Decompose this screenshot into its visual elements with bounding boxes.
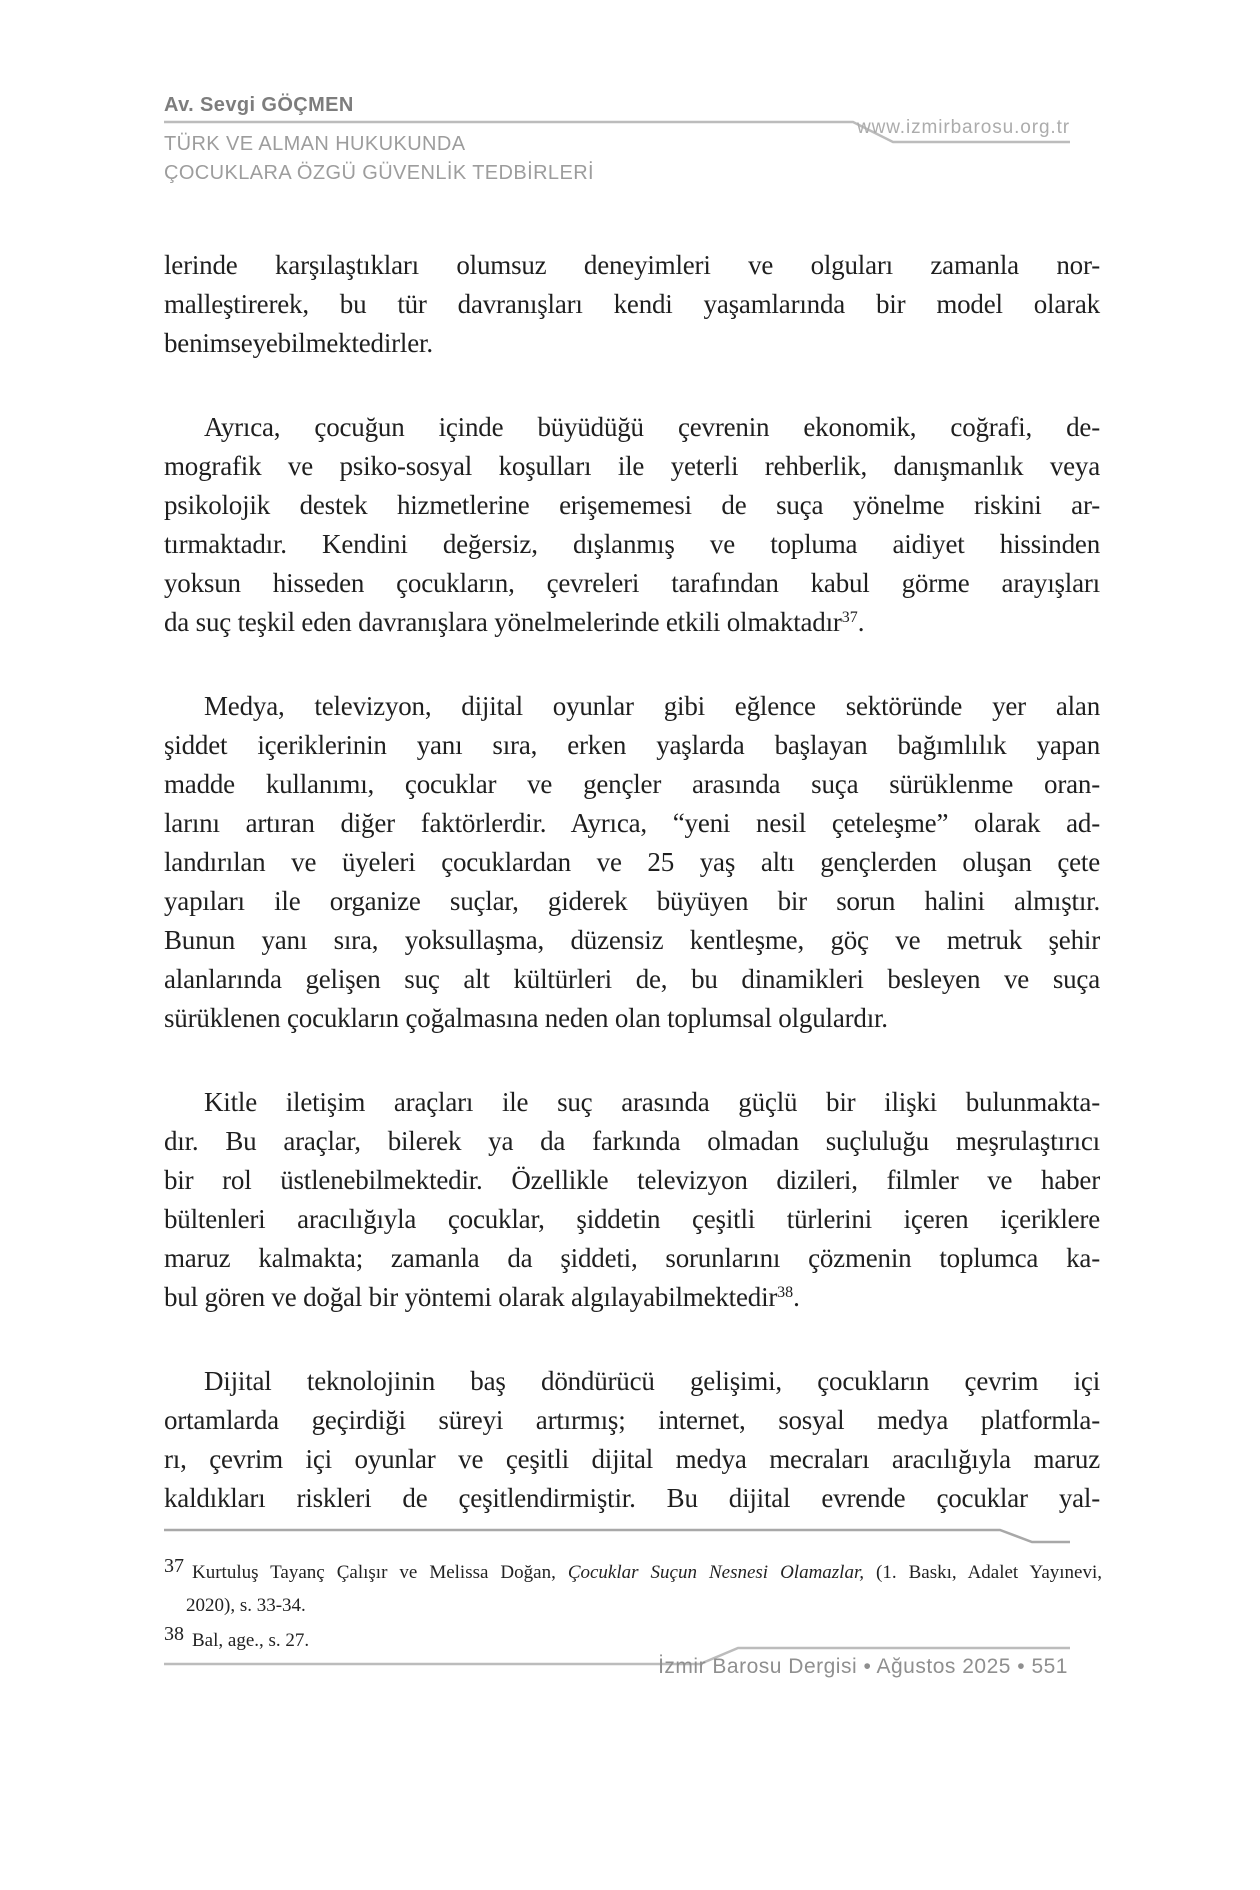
author-name: Av. Sevgi GÖÇMEN	[164, 94, 354, 116]
text-line: alanlarında gelişen suç alt kültürleri de, bu dinamikleri besleyen ve suça	[164, 964, 1100, 994]
text-line: rı, çevrim içi oyunlar ve çeşitli dijital medya mecraları aracılığıyla maruz	[164, 1444, 1100, 1474]
paragraph	[164, 1362, 1100, 1518]
article-title-line1: TÜRK VE ALMAN HUKUKUNDA	[164, 133, 466, 155]
text-line: bültenleri aracılığıyla çocuklar, şiddetin çeşitli türlerini içeren içeriklere	[164, 1204, 1100, 1234]
text-line: benimseyebilmektedirler.	[164, 328, 433, 358]
text-line: kaldıkları riskleri de çeşitlendirmiştir. Bu dijital evrende çocuklar yal-	[164, 1483, 1100, 1513]
text-line: sürüklenen çocukların çoğalmasına neden olan toplumsal olgulardır.	[164, 1003, 888, 1033]
footnote-line	[164, 1589, 1102, 1622]
text-line: maruz kalmakta; zamanla da şiddeti, sorunlarını çözmenin toplumca ka-	[164, 1243, 1100, 1273]
text-line: şiddet içeriklerinin yanı sıra, erken yaşlarda başlayan bağımlılık yapan	[164, 730, 1100, 760]
article-title	[164, 130, 594, 188]
footnote	[164, 1556, 1102, 1622]
text-line: Ayrıca, çocuğun içinde büyüdüğü çevrenin ekonomik, coğrafi, de-	[204, 412, 1100, 442]
footnote	[164, 1624, 1102, 1657]
footnote-number: 38	[164, 1623, 184, 1645]
text-line: madde kullanımı, çocuklar ve gençler arasında suça sürüklenme oran-	[164, 769, 1100, 799]
footnote-text: 2020), s. 33-34.	[186, 1595, 306, 1616]
text-line: tırmaktadır. Kendini değersiz, dışlanmış ve topluma aidiyet hissinden	[164, 529, 1100, 559]
paragraph	[164, 246, 1100, 363]
text-line: yoksun hisseden çocukların, çevreleri tarafından kabul görme arayışları	[164, 568, 1100, 598]
footnote-separator-line	[164, 1530, 1070, 1542]
article-title-line2: ÇOCUKLARA ÖZGÜ GÜVENLİK TEDBİRLERİ	[164, 162, 594, 184]
text-line: Kitle iletişim araçları ile suç arasında güçlü bir ilişki bulunmakta-	[204, 1087, 1100, 1117]
text-line: Dijital teknolojinin baş döndürücü gelişimi, çocukların çevrim içi	[204, 1366, 1100, 1396]
footnotes	[164, 1556, 1102, 1659]
website-url: www.izmirbarosu.org.tr	[856, 117, 1070, 138]
text-line: dır. Bu araçlar, bilerek ya da farkında olmadan suçluluğu meşrulaştırıcı	[164, 1126, 1100, 1156]
footnote-number: 37	[164, 1555, 184, 1577]
paragraph	[164, 687, 1100, 1038]
text-line: da suç teşkil eden davranışlara yönelmelerinde etkili olmaktadır$^{37}$.	[164, 607, 865, 637]
text-line: yapıları ile organize suçlar, giderek büyüyen bir sorun halini almıştır.	[164, 886, 1100, 916]
footnote-italic-title: Çocuklar Suçun Nesnesi Olamazlar,	[567, 1562, 865, 1583]
footnote-text: (1. Baskı, Adalet Yayınevi,	[864, 1562, 1102, 1583]
text-line: bir rol üstlenebilmektedir. Özellikle televizyon dizileri, filmler ve haber	[164, 1165, 1100, 1195]
text-line: Medya, televizyon, dijital oyunlar gibi eğlence sektöründe yer alan	[204, 691, 1100, 721]
text-line: Bunun yanı sıra, yoksullaşma, düzensiz kentleşme, göç ve metruk şehir	[164, 925, 1100, 955]
text-line: bul gören ve doğal bir yöntemi olarak algılayabilmektedir$^{38}$.	[164, 1282, 800, 1312]
text-line: larını artıran diğer faktörlerdir. Ayrıca, “yeni nesil çeteleşme” olarak ad-	[164, 808, 1100, 838]
text-line: mografik ve psiko-sosyal koşulları ile yeterli rehberlik, danışmanlık veya	[164, 451, 1100, 481]
footnote-text: Kurtuluş Tayanç Çalışır ve Melissa Doğan,	[192, 1562, 568, 1583]
footnote-ref: 37	[841, 609, 858, 626]
text-line: lerinde karşılaştıkları olumsuz deneyimleri ve olguları zamanla nor-	[164, 250, 1100, 280]
text-line: psikolojik destek hizmetlerine erişememesi de suça yönelme riskini ar-	[164, 490, 1100, 520]
footnote-text: Bal, age., s. 27.	[192, 1630, 310, 1651]
paragraph	[164, 408, 1100, 642]
paragraph	[164, 1083, 1100, 1317]
footnote-line	[164, 1556, 1102, 1589]
footnote-line	[164, 1624, 1102, 1657]
text-line: landırılan ve üyeleri çocuklardan ve 25 yaş altı gençlerden oluşan çete	[164, 847, 1100, 877]
text-line: ortamlarda geçirdiği süreyi artırmış; internet, sosyal medya platformla-	[164, 1405, 1100, 1435]
text-line: malleştirerek, bu tür davranışları kendi yaşamlarında bir model olarak	[164, 289, 1100, 319]
footnote-ref: 38	[777, 1284, 794, 1301]
article-body	[164, 246, 1100, 1518]
journal-footer: İzmir Barosu Dergisi • Ağustos 2025 • 551	[658, 1655, 1068, 1678]
